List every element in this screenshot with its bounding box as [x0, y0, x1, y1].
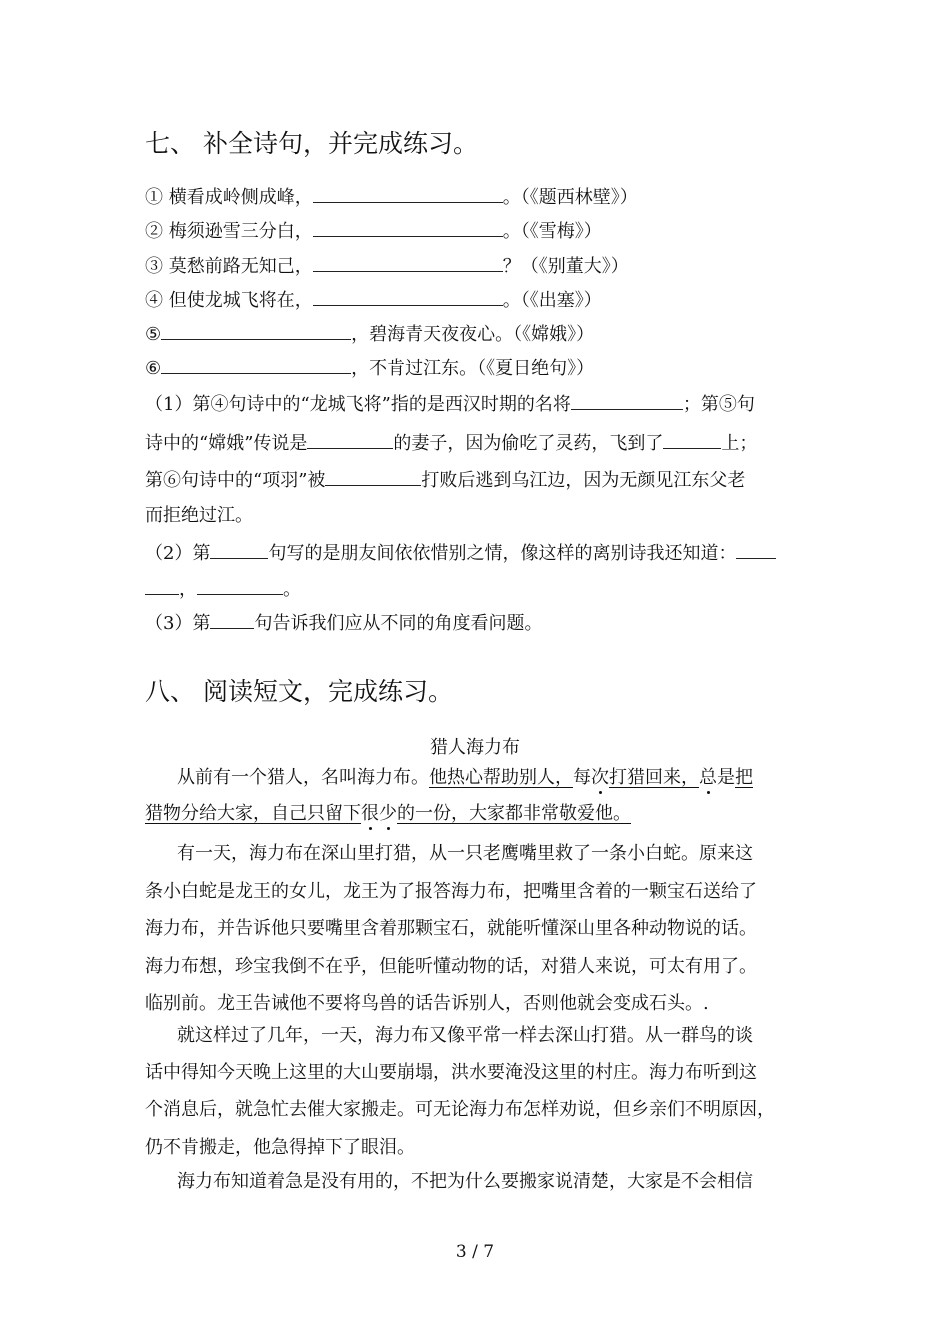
dotted-char: 次 — [591, 767, 609, 788]
underlined-text: 的一份，大家都非常敬爱他。 — [397, 803, 631, 824]
question-3 — [145, 610, 542, 636]
poem-item-text: ① 横看成岭侧成峰， — [145, 187, 313, 208]
poem-item-4 — [145, 287, 602, 313]
question-text: ， — [179, 579, 197, 600]
question-1-line-1 — [145, 391, 755, 417]
question-text: 诗中的“嫦娥”传说是 — [145, 433, 308, 454]
underlined-text: 他热心帮助别人， — [429, 767, 573, 788]
question-text: 。 — [283, 579, 301, 600]
passage-paragraph-2-line-1: 有一天，海力布在深山里打猎，从一只老鹰嘴里救了一条小白蛇。原来这 — [177, 843, 753, 864]
answer-blank[interactable] — [663, 430, 721, 449]
poem-item-source: 。（《雪梅》） — [502, 221, 602, 242]
answer-blank[interactable] — [313, 287, 503, 306]
poem-item-source: ？（《别董大》） — [502, 256, 629, 277]
answer-blank[interactable] — [161, 321, 351, 340]
answer-blank[interactable] — [325, 467, 421, 486]
poem-item-3 — [145, 253, 629, 279]
poem-item-text: ④ 但使龙城飞将在， — [145, 290, 313, 311]
question-text: ；第⑤句 — [682, 394, 755, 415]
poem-item-text: ⑤ — [145, 324, 162, 345]
passage-title: 猎人海力布 — [430, 737, 520, 758]
question-text: 句写的是朋友间依依惜别之情，像这样的离别诗我还知道： — [268, 543, 737, 564]
question-text: （2）第 — [145, 543, 211, 564]
passage-paragraph-3-line-2: 话中得知今天晚上这里的大山要崩塌，洪水要淹没这里的村庄。海力布听到这 — [145, 1062, 757, 1083]
section7-heading: 七、 补全诗句，并完成练习。 — [145, 129, 478, 158]
passage-paragraph-3-line-4: 仍不肯搬走，他急得掉下了眼泪。 — [145, 1137, 415, 1158]
question-text: （1）第④句诗中的“龙城飞将”指的是西汉时期的名将 — [145, 394, 571, 415]
dotted-char: 少 — [379, 803, 397, 824]
poem-item-text: ⑥ — [145, 358, 162, 379]
answer-blank[interactable] — [307, 430, 393, 449]
passage-text: 每 — [573, 767, 591, 788]
question-text: 上； — [721, 433, 758, 454]
dotted-char: 很 — [361, 803, 379, 824]
answer-blank[interactable] — [161, 355, 351, 374]
passage-paragraph-3-line-1: 就这样过了几年，一天，海力布又像平常一样去深山打猎。从一群鸟的谈 — [177, 1025, 753, 1046]
passage-paragraph-2-line-2: 条小白蛇是龙王的女儿，龙王为了报答海力布，把嘴里含着的一颗宝石送给了 — [145, 881, 757, 902]
passage-text: 从前有一个猎人，名叫海力布。 — [177, 767, 429, 788]
answer-blank[interactable] — [145, 576, 179, 595]
poem-item-2 — [145, 218, 602, 244]
passage-paragraph-1-line-2 — [145, 802, 631, 826]
question-2-line-2 — [145, 576, 301, 602]
poem-item-6 — [145, 355, 594, 381]
poem-item-text: ② 梅须逊雪三分白， — [145, 221, 313, 242]
question-text: 的妻子，因为偷吃了灵药，飞到了 — [393, 433, 664, 454]
passage-paragraph-1-line-1 — [177, 766, 753, 790]
answer-blank[interactable] — [210, 610, 254, 629]
passage-text: 是 — [717, 767, 735, 788]
question-text: 第⑥句诗中的“项羽”被 — [145, 470, 326, 491]
question-text: 打败后逃到乌江边，因为无颜见江东父老 — [421, 470, 746, 491]
section8-heading: 八、 阅读短文，完成练习。 — [145, 677, 453, 706]
poem-item-text: ③ 莫愁前路无知己， — [145, 256, 313, 277]
poem-item-1 — [145, 184, 638, 210]
answer-blank[interactable] — [210, 540, 268, 559]
dotted-char: 总 — [699, 767, 717, 788]
answer-blank[interactable] — [197, 576, 283, 595]
underlined-text: 打猎回来， — [609, 767, 699, 788]
passage-paragraph-3-line-3: 个消息后，就急忙去催大家搬走。可无论海力布怎样劝说，但乡亲们不明原因， — [145, 1099, 775, 1120]
underlined-text: 把 — [735, 767, 753, 788]
question-1-line-4: 而拒绝过江。 — [145, 505, 253, 526]
passage-paragraph-2-line-4: 海力布想，珍宝我倒不在乎，但能听懂动物的话，对猎人来说，可太有用了。 — [145, 956, 757, 977]
passage-paragraph-2-line-3: 海力布，并告诉他只要嘴里含着那颗宝石，就能听懂深山里各种动物说的话。 — [145, 918, 757, 939]
answer-blank[interactable] — [736, 540, 776, 559]
answer-blank[interactable] — [571, 391, 683, 410]
answer-blank[interactable] — [313, 218, 503, 237]
answer-blank[interactable] — [313, 184, 503, 203]
question-1-line-3 — [145, 467, 745, 493]
question-1-line-2 — [145, 430, 757, 456]
poem-item-source: ，碧海青天夜夜心。（《嫦娥》） — [351, 324, 595, 345]
passage-paragraph-4-line-1: 海力布知道着急是没有用的，不把为什么要搬家说清楚，大家是不会相信 — [177, 1171, 753, 1192]
poem-item-source: 。（《题西林壁》） — [502, 187, 638, 208]
poem-item-source: ，不肯过江东。（《夏日绝句》） — [351, 358, 595, 379]
passage-paragraph-2-line-5: 临别前。龙王告诫他不要将鸟兽的话告诉别人，否则他就会变成石头。. — [145, 993, 709, 1014]
question-text: 句告诉我们应从不同的角度看问题。 — [254, 613, 543, 634]
answer-blank[interactable] — [313, 253, 503, 272]
poem-item-5 — [145, 321, 594, 347]
question-2-line-1 — [145, 540, 776, 566]
question-text: （3）第 — [145, 613, 211, 634]
poem-item-source: 。（《出塞》） — [502, 290, 602, 311]
page-number: 3 / 7 — [455, 1242, 495, 1262]
underlined-text: 猎物分给大家，自己只留下 — [145, 803, 361, 824]
